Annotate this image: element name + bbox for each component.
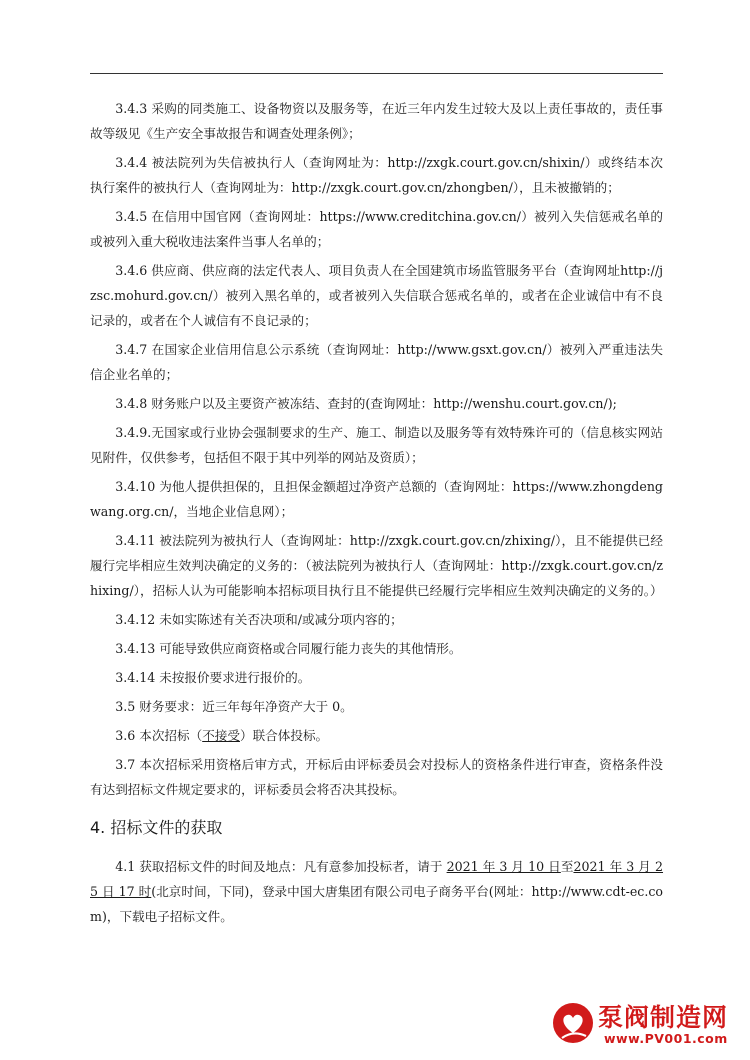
watermark-name: 泵阀制造网 <box>598 1003 729 1032</box>
p36-before: 3.6 本次招标（ <box>115 728 203 743</box>
p41-start-date: 2021 年 3 月 10 日 <box>446 859 561 874</box>
p36-after: ）联合体投标。 <box>239 728 329 743</box>
document-body <box>90 96 663 933</box>
paragraph-3-4-4: 3.4.4 被法院列为失信被执行人（查询网址为：http://zxgk.court.gov.cn/shixin/）或终结本次执行案件的被执行人（查询网址为：http://zxgk.court.gov.cn/zhongben/），且未被撤销的； <box>90 155 663 195</box>
paragraph-3-5: 3.5 财务要求：近三年每年净资产大于 0。 <box>115 699 353 714</box>
valve-logo-icon <box>548 1000 598 1046</box>
p41-before: 4.1 获取招标文件的时间及地点：凡有意参加投标者，请于 <box>115 859 447 874</box>
paragraph-3-6 <box>90 723 663 748</box>
paragraph-3-4-7: 3.4.7 在国家企业信用信息公示系统（查询网址：http://www.gsxt.gov.cn/）被列入严重违法失信企业名单的； <box>90 342 663 382</box>
paragraph-4-1 <box>90 854 663 929</box>
paragraph-3-7: 3.7 本次招标采用资格后审方式，开标后由评标委员会对投标人的资格条件进行审查，资格条件没有达到招标文件规定要求的，评标委员会将否决其投标。 <box>90 757 663 797</box>
paragraph-3-4-14: 3.4.14 未按报价要求进行报价的。 <box>115 670 311 685</box>
paragraph-3-4-9: 3.4.9.无国家或行业协会强制要求的生产、施工、制造以及服务等有效特殊许可的（信息核实网站见附件，仅供参考，包括但不限于其中列举的网站及资质）； <box>90 425 663 465</box>
section-4-heading: 4. 招标文件的获取 <box>90 818 223 837</box>
paragraph-3-4-6: 3.4.6 供应商、供应商的法定代表人、项目负责人在全国建筑市场监管服务平台（查询网址http://jzsc.mohurd.gov.cn/）被列入黑名单的，或者被列入失信联合惩戒名单的，或者在企业诚信中有不良记录的，或者在个人诚信有不良记录的； <box>90 263 663 328</box>
header-rule <box>90 73 663 74</box>
p41-after: (北京时间，下同)，登录中国大唐集团有限公司电子商务平台(网址：http://www.cdt-ec.com)，下载电子招标文件。 <box>90 884 663 924</box>
paragraph-3-4-10: 3.4.10 为他人提供担保的，且担保金额超过净资产总额的（查询网址：https://www.zhongdengwang.org.cn/，当地企业信息网）； <box>90 479 663 519</box>
paragraph-3-4-8: 3.4.8 财务账户以及主要资产被冻结、查封的(查询网址：http://wenshu.court.gov.cn/); <box>115 396 617 411</box>
p41-mid: 至 <box>560 859 574 874</box>
paragraph-3-4-5: 3.4.5 在信用中国官网（查询网址：https://www.creditchina.gov.cn/）被列入失信惩戒名单的或被列入重大税收违法案件当事人名单的； <box>90 209 663 249</box>
paragraph-3-4-11: 3.4.11 被法院列为被执行人（查询网址：http://zxgk.court.gov.cn/zhixing/），且不能提供已经履行完毕相应生效判决确定的义务的：（被法院列为被执行人（查询网址：http://zxgk.court.gov.cn/zhixing/），招标人认为可能影响本招标项目执行且不能提供已经履行完毕相应生效判决确定的义务的。） <box>90 533 663 598</box>
watermark-url: www.PV001.com <box>604 1031 728 1046</box>
paragraph-3-4-12: 3.4.12 未如实陈述有关否决项和/或减分项内容的； <box>115 612 403 627</box>
p36-underlined: 不接受 <box>202 728 240 743</box>
watermark <box>548 998 738 1050</box>
paragraph-3-4-13: 3.4.13 可能导致供应商资格或合同履行能力丧失的其他情形。 <box>115 641 462 656</box>
paragraph-3-4-3: 3.4.3 采购的同类施工、设备物资以及服务等，在近三年内发生过较大及以上责任事故的，责任事故等级见《生产安全事故报告和调查处理条例》； <box>90 101 663 141</box>
p41-end-date: 2021 年 3 月 25 日 17 时 <box>90 859 664 899</box>
